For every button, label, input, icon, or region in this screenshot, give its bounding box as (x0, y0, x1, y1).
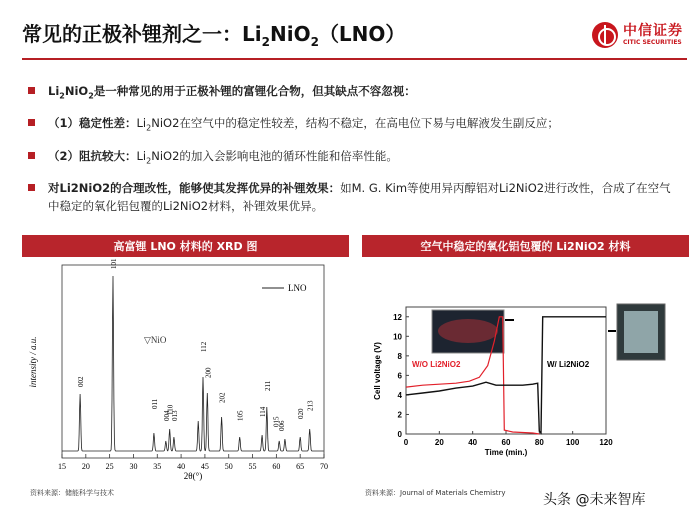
xrd-xtick-label: 70 (320, 462, 328, 471)
sample-photo-clip (438, 319, 498, 343)
xrd-xtick-label: 30 (129, 462, 138, 471)
xrd-ylabel: intensity / a.u. (28, 336, 38, 388)
cell-xtick-label: 20 (434, 438, 444, 447)
xrd-peak-label: 006 (278, 420, 287, 431)
xrd-peak-label: 213 (306, 400, 315, 411)
bullet-2: （1）稳定性差：$Li_2NiO2$在空气中的稳定性较差，结构不稳定，在高电位下易与电解液发生副反应； (28, 114, 678, 137)
cell-ytick-label: 2 (397, 410, 402, 420)
xrd-peak-label: 110 (166, 404, 175, 415)
nio-label: ▽NiO (144, 335, 167, 345)
logo-cn-text: 中信证券 (623, 22, 683, 39)
bullet-3: （2）阻抗较大：$Li_2NiO2$的加入会影响电池的循环性能和倍率性能。 (28, 147, 678, 170)
cell-caption: 空气中稳定的氧化铝包覆的 Li2NiO2 材料 (362, 235, 689, 257)
xrd-xtick-label: 15 (58, 462, 66, 471)
xrd-caption: 高富锂 LNO 材料的 XRD 图 (22, 235, 349, 257)
xrd-peak-label: 112 (200, 341, 209, 352)
page-title: 常见的正极补锂剂之一：$Li_2NiO_2(LNO)$ (22, 22, 406, 49)
cell-ytick-label: 12 (393, 312, 402, 322)
xrd-xticks (58, 454, 328, 471)
cell-xtick-label: 120 (599, 438, 613, 447)
xrd-peak-label: 202 (218, 392, 227, 403)
xrd-legend: LNO (288, 283, 307, 293)
xrd-xtick-label: 50 (224, 462, 233, 471)
logo-en-text: CITIC SECURITIES (623, 38, 682, 46)
w-label: W/ Li2NiO2 (547, 360, 590, 369)
xrd-peak-label: 101 (109, 258, 118, 269)
xrd-xtick-label: 55 (248, 462, 257, 471)
xrd-xtick-label: 60 (272, 462, 281, 471)
wo-label: W/O Li2NiO2 (412, 360, 461, 369)
cell-xtick-label: 80 (534, 438, 544, 447)
xrd-peak-label: 020 (297, 408, 306, 419)
cell-xlabel: Time (min.) (484, 448, 528, 457)
xrd-xtick-label: 25 (105, 462, 114, 471)
citic-logo-icon (592, 22, 618, 48)
xrd-peak-label: 105 (236, 410, 245, 421)
cell-ytick-label: 0 (397, 430, 402, 439)
xrd-xtick-label: 40 (177, 462, 186, 471)
xrd-peak-label: 211 (263, 380, 272, 391)
cell-xtick-label: 100 (565, 438, 580, 447)
cell-ytick-label: 10 (393, 332, 402, 342)
xrd-peak-label: 114 (259, 406, 268, 417)
xrd-peak-label: 011 (150, 398, 159, 409)
xrd-xlabel: 2θ(°) (183, 471, 203, 481)
cell-xtick-label: 60 (501, 438, 511, 447)
xrd-xtick-label: 35 (153, 462, 162, 471)
bullet-4: 对Li2NiO2的合理改性，能够使其发挥优异的补锂效果：如M. G. Kim等使用异丙醇铝对Li2NiO2进行改性，合成了在空气中稳定的氧化铝包覆的Li2NiO2材料，补锂效果优异。 (28, 179, 678, 215)
cell-xtick-label: 40 (468, 438, 478, 447)
xrd-xtick-label: 20 (81, 462, 90, 471)
cell-ytick-label: 8 (397, 351, 402, 361)
xrd-xtick-label: 45 (200, 462, 209, 471)
xrd-xtick-label: 65 (296, 462, 305, 471)
bullet-1: $Li_2NiO_2$是一种常见的用于正极补锂的富锂化合物，但其缺点不容忽视： (28, 82, 678, 105)
cell-ylabel: Cell voltage (V) (373, 342, 382, 400)
right-source: 资料来源：Journal of Materials Chemistry (365, 489, 506, 497)
cell-ytick-label: 4 (397, 390, 402, 400)
xrd-peak-label: 200 (204, 367, 213, 378)
cell-xtick-label: 0 (403, 438, 409, 447)
cell-chart (362, 257, 689, 482)
title-rule (22, 58, 687, 60)
left-source: 资料来源：储能科学与技术 (30, 489, 114, 497)
xrd-chart (22, 257, 349, 482)
watermark: 头条 @未来智库 (543, 492, 646, 508)
xrd-peak-label: 004 (162, 410, 171, 421)
xrd-peak-label: 002 (77, 376, 86, 387)
bullet-list (28, 82, 678, 224)
xrd-peak-label: 013 (170, 410, 179, 421)
citic-logo (592, 22, 683, 48)
xrd-peak-label: 015 (272, 416, 281, 427)
cell-ytick-label: 6 (397, 371, 402, 381)
pouch-cell-body (624, 311, 658, 353)
